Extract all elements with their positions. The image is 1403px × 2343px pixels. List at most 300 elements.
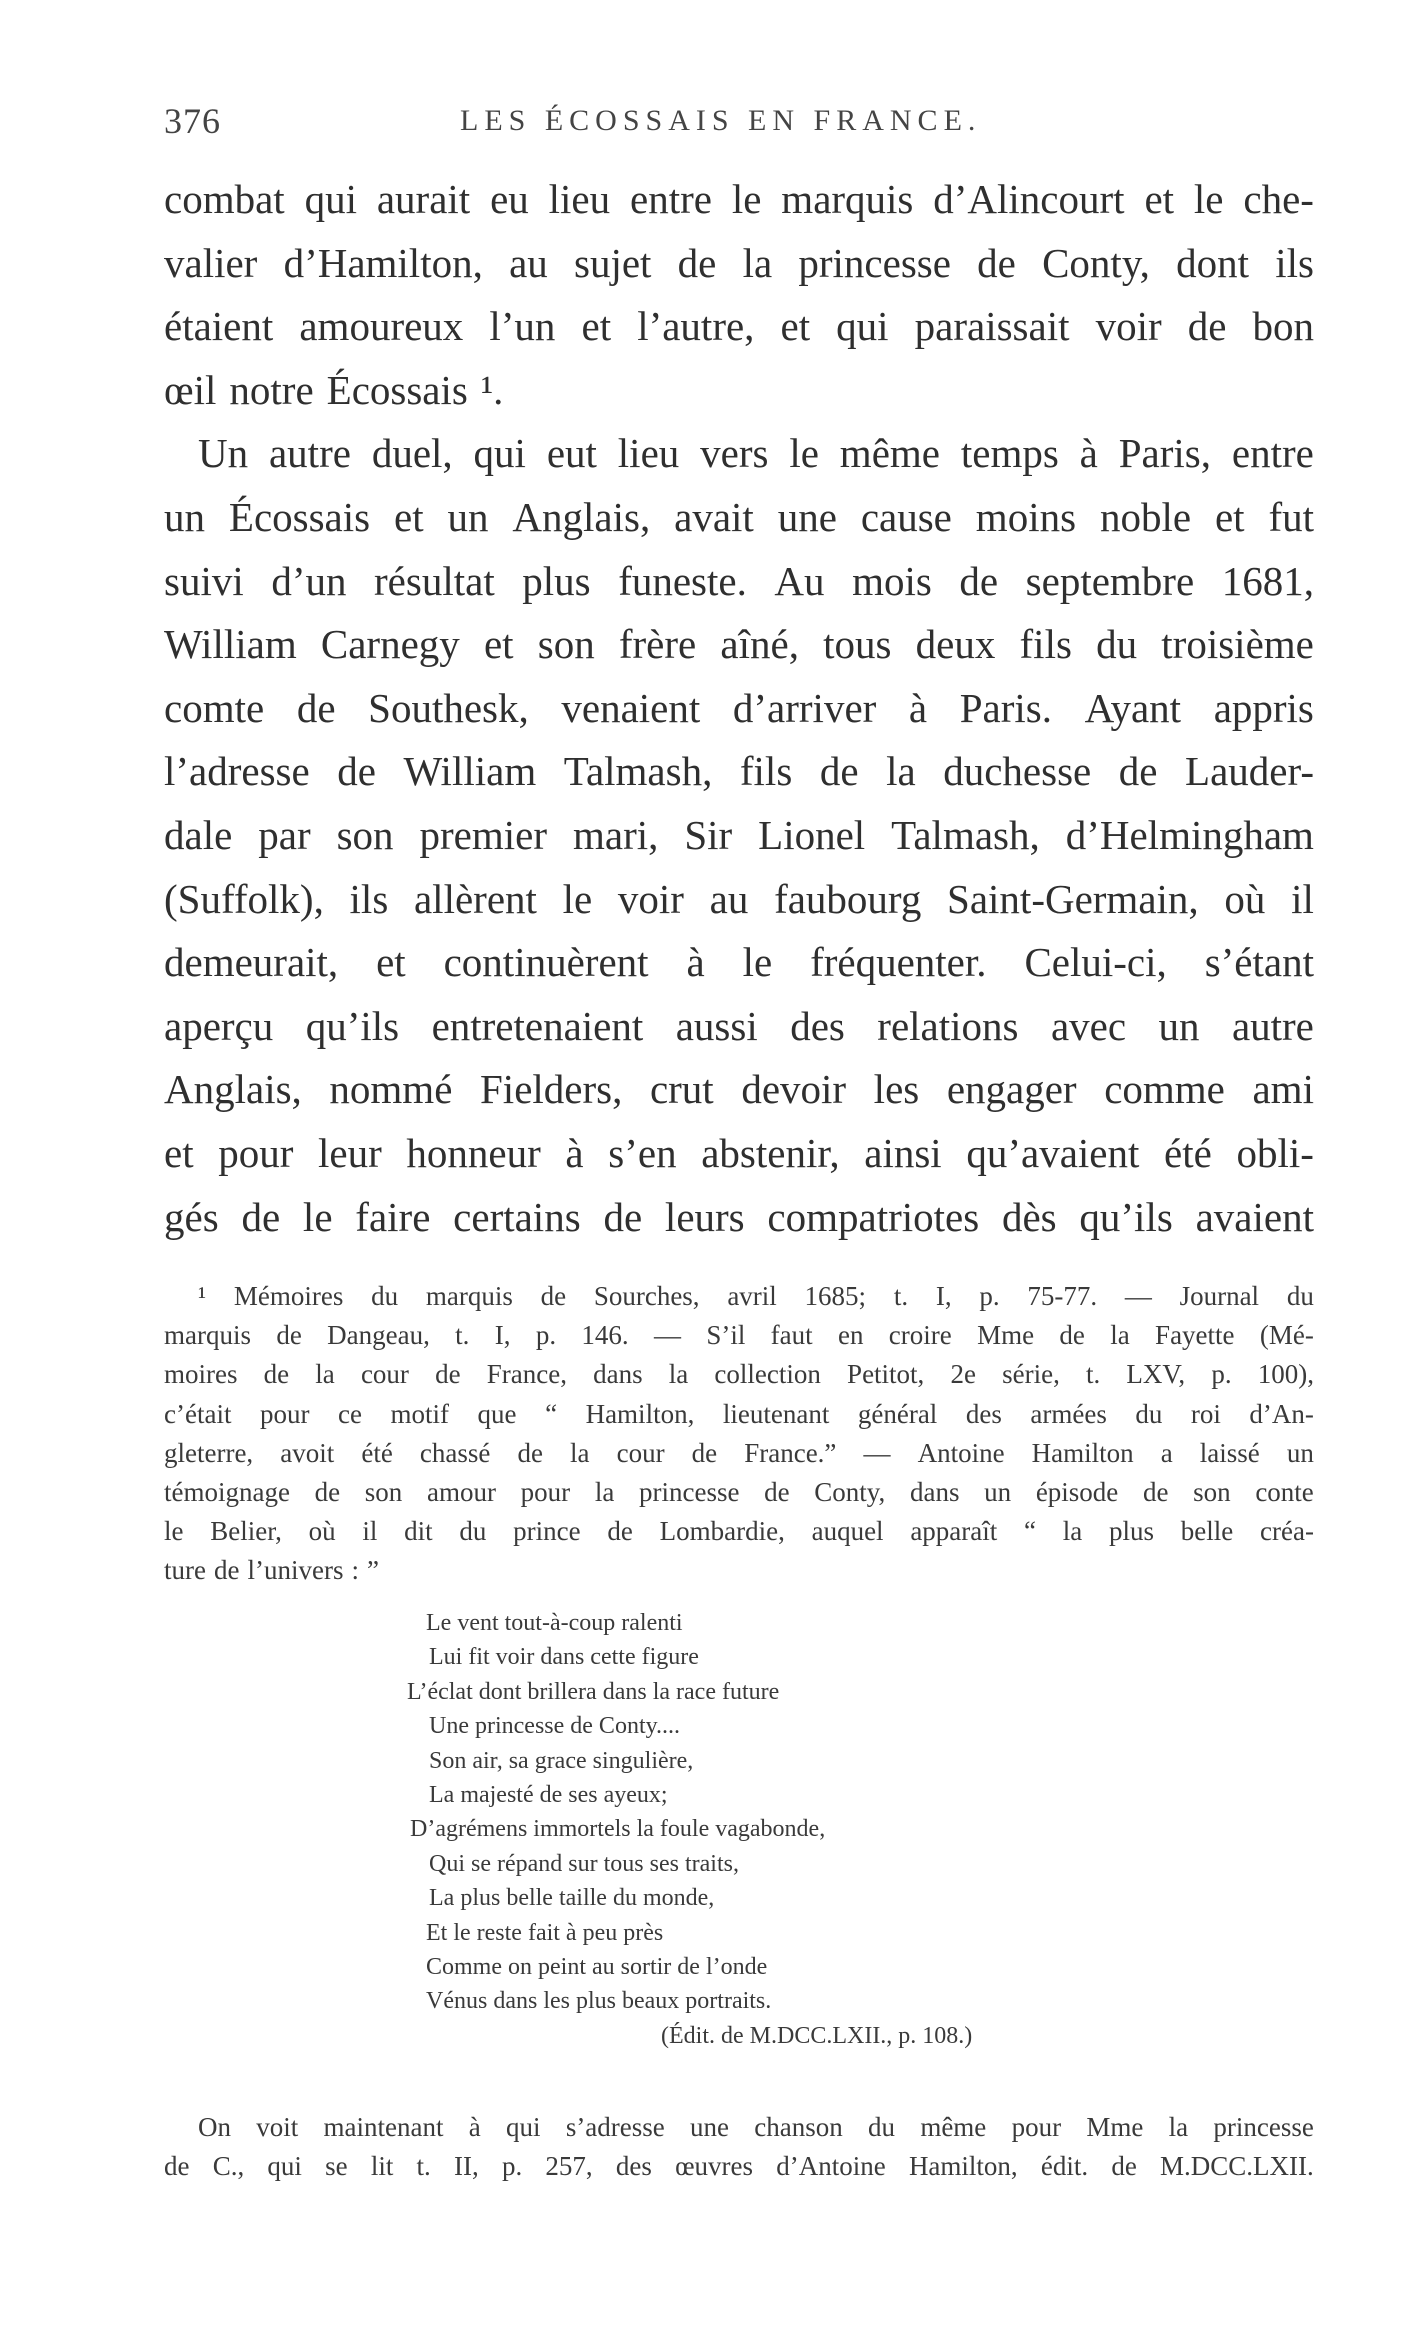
word: William	[164, 621, 297, 668]
word: fréquenter.	[810, 939, 987, 986]
word: lit	[370, 2151, 394, 2182]
word: et	[1144, 176, 1175, 222]
word: qui	[836, 303, 889, 350]
word: aîné,	[720, 621, 799, 668]
word: tous	[823, 621, 892, 668]
word: valier	[164, 239, 258, 286]
word: roi	[1190, 1398, 1221, 1429]
word: Un	[198, 430, 249, 477]
word: duchesse	[943, 748, 1092, 795]
word: p.	[501, 2151, 523, 2182]
word: p.	[1211, 1359, 1232, 1390]
word: plus	[522, 557, 591, 604]
word: du	[371, 1281, 399, 1311]
word: même	[920, 2112, 987, 2142]
word: maintenant	[323, 2112, 444, 2142]
word: moins	[975, 493, 1077, 540]
word: la	[668, 1359, 689, 1390]
word: de	[517, 1437, 543, 1468]
word: 146.	[581, 1320, 629, 1351]
footnote-line	[164, 1395, 1314, 1434]
word: amoureux	[299, 303, 464, 350]
word: de	[691, 1437, 718, 1468]
word: ce	[338, 1398, 362, 1429]
word: la	[886, 748, 916, 795]
word: Paris,	[1118, 430, 1211, 477]
word: pour	[520, 1476, 571, 1507]
word: sujet	[573, 239, 652, 286]
word: autre	[268, 430, 351, 477]
word: certains	[453, 1193, 581, 1240]
word: été	[361, 1437, 393, 1468]
word: armées	[1030, 1398, 1107, 1429]
word: “	[545, 1398, 558, 1429]
word: ”	[366, 1555, 379, 1586]
word: motif	[390, 1398, 450, 1429]
word: belle	[1180, 1516, 1234, 1547]
word: France,	[486, 1359, 567, 1390]
word: à	[468, 2112, 481, 2142]
word: continuèrent	[443, 939, 649, 986]
word: s’adresse	[565, 2112, 665, 2142]
word: princesse	[1213, 2112, 1314, 2142]
word: la	[1110, 1320, 1130, 1351]
word: et	[483, 621, 514, 668]
word: s’en	[608, 1129, 677, 1176]
poem-line: Son air, sa grace singulière,	[429, 1747, 694, 1774]
word: funeste.	[618, 557, 747, 604]
word: de	[435, 1359, 461, 1390]
word: d’Alincourt	[933, 176, 1125, 222]
word: et	[1214, 493, 1245, 540]
word: été	[1164, 1129, 1212, 1176]
word: t.	[416, 2151, 431, 2182]
word: pour	[259, 1398, 310, 1429]
word: venaient	[561, 684, 701, 731]
word: l’autre,	[637, 303, 755, 350]
word: bon	[1252, 303, 1314, 350]
word: à	[1079, 430, 1098, 477]
word: Celui-ci,	[1024, 939, 1167, 986]
word: Conty,	[1042, 239, 1150, 286]
poem-line: D’agrémens immortels la foule vagabonde,	[410, 1816, 826, 1843]
word: 75-77.	[1027, 1281, 1098, 1311]
word: de	[1111, 2151, 1137, 2182]
word: obli-	[1236, 1129, 1314, 1176]
word: ture	[164, 1555, 206, 1586]
word: “	[1024, 1516, 1037, 1547]
word: t.	[455, 1320, 470, 1351]
word: marquis	[781, 176, 914, 222]
word: des	[790, 1002, 845, 1049]
word: deux	[915, 621, 996, 668]
word: de	[764, 1476, 790, 1507]
word: comme	[1104, 1066, 1225, 1113]
word: du	[868, 2112, 896, 2142]
word: Dangeau,	[327, 1320, 430, 1351]
word: aurait	[376, 176, 471, 222]
word: se	[325, 2151, 348, 2182]
word: gés	[164, 1193, 219, 1240]
word: son	[537, 621, 595, 668]
word: qui	[473, 430, 526, 477]
word: mois	[852, 557, 932, 604]
word: un	[984, 1476, 1012, 1507]
footnote-continuation	[164, 2108, 1314, 2186]
word: Ayant	[1084, 684, 1182, 731]
word: honneur	[406, 1129, 541, 1176]
word: engager	[946, 1066, 1077, 1113]
word: une	[690, 2112, 730, 2142]
word: Écossais	[326, 366, 468, 413]
word: —	[654, 1320, 681, 1351]
word: la	[570, 1437, 590, 1468]
word: de	[276, 1320, 302, 1351]
text-line	[164, 422, 1314, 486]
word: c’était	[164, 1398, 232, 1429]
page-header	[0, 100, 1403, 160]
word: l’univers	[247, 1555, 344, 1586]
word: lieutenant	[722, 1398, 830, 1429]
word: témoignage	[164, 1476, 290, 1507]
word: appris	[1213, 684, 1314, 731]
word: compatriotes	[767, 1193, 980, 1240]
word: voir	[617, 875, 684, 922]
word: étaient	[164, 303, 274, 350]
word: M.DCC.LXII.	[1160, 2151, 1314, 2182]
word: entre	[630, 176, 712, 222]
text-line	[164, 931, 1314, 995]
word: I,	[935, 1281, 952, 1311]
main-text	[164, 168, 1314, 1249]
text-line	[164, 295, 1314, 359]
footnote-line	[164, 2147, 1314, 2186]
word: 2e	[950, 1359, 976, 1390]
word: Au	[774, 557, 825, 604]
word: Hamilton,	[585, 1398, 695, 1429]
word: un	[1158, 1002, 1200, 1049]
word: Petitot,	[847, 1359, 925, 1390]
word: du	[1135, 1398, 1163, 1429]
word: voit	[256, 2112, 299, 2142]
word: où	[308, 1516, 336, 1547]
word: qu’ils	[305, 1002, 400, 1049]
word: duel,	[371, 430, 453, 477]
word: l’adresse	[164, 748, 310, 795]
word: Conty,	[814, 1476, 886, 1507]
word: que	[477, 1398, 517, 1429]
word: Mme	[1086, 2112, 1144, 2142]
footnote-line	[164, 2108, 1314, 2147]
poem-line: Comme on peint au sortir de l’onde	[426, 1953, 768, 1980]
word: la	[1062, 1516, 1083, 1547]
word: laissé	[1199, 1437, 1260, 1468]
text-line	[164, 740, 1314, 804]
word: conte	[1255, 1476, 1314, 1507]
word: s’étant	[1204, 939, 1314, 986]
word: le	[731, 176, 762, 222]
word: le	[302, 1193, 333, 1240]
word: noble	[1099, 493, 1192, 540]
word: notre	[229, 366, 314, 413]
word: crut	[649, 1066, 714, 1113]
word: Mme	[977, 1320, 1035, 1351]
word: ils	[1275, 239, 1314, 286]
word: leur	[318, 1129, 382, 1176]
word: de	[677, 239, 717, 286]
word: plus	[1109, 1516, 1155, 1547]
word: de	[164, 2151, 190, 2182]
word: de	[603, 1193, 643, 1240]
word: un	[164, 493, 205, 540]
word: de	[540, 1281, 567, 1311]
word: la	[742, 239, 773, 286]
word: de	[1059, 1320, 1085, 1351]
word: de	[977, 239, 1016, 286]
word: Journal	[1179, 1281, 1260, 1311]
word: les	[873, 1066, 920, 1113]
word: il	[362, 1516, 378, 1547]
word: Carnegy	[320, 621, 460, 668]
word: dont	[1176, 239, 1250, 286]
text-line	[164, 168, 1314, 232]
word: et	[376, 939, 406, 986]
word: chassé	[419, 1437, 491, 1468]
word: dans	[593, 1359, 643, 1390]
word: d’Helmingham	[1065, 811, 1314, 858]
text-line	[164, 804, 1314, 868]
word: de	[1118, 748, 1158, 795]
footnote	[164, 1277, 1314, 1591]
word: avait	[674, 493, 754, 540]
word: de	[314, 1476, 341, 1507]
word: de	[1187, 303, 1227, 350]
word: p.	[979, 1281, 1000, 1311]
word: II,	[454, 2151, 479, 2182]
word: il	[1291, 875, 1314, 922]
word: à	[686, 939, 705, 986]
word: 257,	[545, 2151, 593, 2182]
word: qui	[304, 176, 357, 222]
word: Hamilton	[1031, 1437, 1134, 1468]
word: où	[1224, 875, 1266, 922]
text-line	[164, 995, 1314, 1059]
word: en	[837, 1320, 864, 1351]
word: l’un	[489, 303, 556, 350]
text-line	[164, 1186, 1314, 1250]
word: dit	[404, 1516, 433, 1547]
word: de	[241, 1193, 281, 1240]
word: qui	[506, 2112, 541, 2142]
footnote-line	[164, 1551, 1314, 1590]
word: Antoine	[917, 1437, 1005, 1468]
poem-citation: (Édit. de M.DCC.LXII., p. 108.)	[661, 2022, 973, 2049]
word: allèrent	[413, 875, 537, 922]
word: le	[789, 430, 819, 477]
word: suivi	[164, 557, 244, 604]
word: entretenaient	[431, 1002, 644, 1049]
word: par	[258, 811, 311, 858]
word: —	[863, 1437, 891, 1468]
word: de	[819, 748, 859, 795]
word: C.,	[212, 2151, 245, 2182]
word: créa-	[1260, 1516, 1314, 1547]
word: collection	[714, 1359, 821, 1390]
word: fut	[1268, 493, 1314, 540]
page-number: 376	[164, 101, 221, 141]
text-line	[164, 613, 1314, 677]
running-title: LES ÉCOSSAIS EN FRANCE.	[460, 104, 982, 137]
word: Mémoires	[233, 1281, 344, 1311]
word: moires	[164, 1359, 238, 1390]
text-line	[164, 868, 1314, 932]
word: et	[581, 303, 612, 350]
word: On	[198, 2112, 231, 2142]
word: la	[1168, 2112, 1189, 2142]
word: Hamilton,	[908, 2151, 1018, 2182]
word: LXV,	[1126, 1359, 1186, 1390]
word: Fayette	[1155, 1320, 1235, 1351]
footnote-line	[164, 1355, 1314, 1394]
word: avec	[1050, 1002, 1127, 1049]
word: le	[164, 1516, 184, 1547]
word: à	[565, 1129, 584, 1176]
word: fils	[739, 748, 793, 795]
word: temps	[960, 430, 1059, 477]
word: S’il	[706, 1320, 746, 1351]
text-line	[164, 359, 1314, 423]
word: apparaît	[910, 1516, 998, 1547]
word: relations	[877, 1002, 1019, 1049]
word: amour	[426, 1476, 496, 1507]
word: avoit	[280, 1437, 335, 1468]
word: I,	[494, 1320, 511, 1351]
word: entre	[1231, 430, 1314, 477]
word: princesse	[638, 1476, 740, 1507]
word: le	[1193, 176, 1224, 222]
word: cause	[860, 493, 952, 540]
word: aussi	[675, 1002, 758, 1049]
word: p.	[535, 1320, 557, 1351]
word: le	[742, 939, 773, 986]
word: Southesk,	[368, 684, 529, 731]
word: et	[164, 1129, 194, 1176]
word: 1681,	[1221, 557, 1314, 604]
word: Belier,	[210, 1516, 282, 1547]
word: (Suffolk),	[164, 875, 324, 922]
text-line	[164, 550, 1314, 614]
word: gleterre,	[164, 1437, 254, 1468]
word: qui	[267, 2151, 302, 2182]
word: princesse	[798, 239, 951, 286]
word: d’An-	[1249, 1398, 1314, 1429]
word: Talmash,	[563, 748, 713, 795]
word: premier	[419, 811, 548, 858]
word: une	[777, 493, 837, 540]
word: Lombardie,	[659, 1516, 785, 1547]
word: eu	[490, 176, 529, 222]
word: et	[780, 303, 811, 350]
word: Saint-Germain,	[947, 875, 1199, 922]
word: autre	[1231, 1002, 1314, 1049]
word: France.”	[744, 1437, 837, 1468]
word: résultat	[374, 557, 495, 604]
word: Anglais,	[512, 493, 651, 540]
word: ainsi	[864, 1129, 942, 1176]
word: Paris.	[959, 684, 1052, 731]
poem-line: Une princesse de Conty....	[429, 1713, 681, 1740]
poem-line: Le vent tout-à-coup ralenti	[426, 1610, 683, 1636]
word: cour	[616, 1437, 665, 1468]
word: des	[965, 1398, 1002, 1429]
word: prince	[513, 1516, 581, 1547]
text-line	[164, 232, 1314, 296]
word: Lauder-	[1185, 748, 1314, 795]
word: même	[839, 430, 940, 477]
word: faire	[355, 1193, 431, 1240]
poem-line: Qui se répand sur tous ses traits,	[429, 1850, 739, 1877]
word: du	[459, 1516, 487, 1547]
poem-line: Et le reste fait à peu près	[426, 1919, 664, 1946]
word: avril	[727, 1281, 777, 1311]
word: nommé	[329, 1066, 453, 1113]
word: marquis	[425, 1281, 513, 1311]
word: d’un	[271, 557, 347, 604]
word: son	[364, 1476, 403, 1507]
word: du	[1286, 1281, 1314, 1311]
word: édit.	[1040, 2151, 1089, 2182]
word: du	[1096, 621, 1138, 668]
word: ils	[349, 875, 389, 922]
poem-quotation	[0, 1606, 1403, 2053]
word: faut	[770, 1320, 813, 1351]
word: Fielders,	[480, 1066, 623, 1113]
word: la	[594, 1476, 615, 1507]
word: œuvres	[675, 2151, 754, 2182]
word: marquis	[164, 1320, 251, 1351]
word: septembre	[1025, 557, 1195, 604]
poem-line: Vénus dans les plus beaux portraits.	[426, 1988, 772, 2015]
word: épisode	[1035, 1476, 1119, 1507]
footnote-line	[164, 1473, 1314, 1512]
word: 100),	[1257, 1359, 1314, 1390]
word: de	[337, 748, 376, 795]
word: Sir	[684, 811, 733, 858]
word: la	[315, 1359, 335, 1390]
word: qu’ils	[1079, 1193, 1173, 1240]
word: qu’avaient	[966, 1129, 1140, 1176]
word: William	[403, 748, 537, 795]
word: troisième	[1161, 621, 1314, 668]
text-line	[164, 486, 1314, 550]
word: série,	[1002, 1359, 1060, 1390]
word: faubourg	[774, 875, 922, 922]
poem-line: Lui fit voir dans cette figure	[429, 1644, 699, 1671]
word: général	[857, 1398, 938, 1429]
word: vers	[700, 430, 769, 477]
word: abstenir,	[701, 1129, 840, 1176]
word: che-	[1243, 176, 1314, 222]
word: de	[213, 1555, 240, 1586]
text-line	[164, 677, 1314, 741]
word: des	[615, 2151, 652, 2182]
word: un	[447, 493, 489, 540]
word: frère	[618, 621, 697, 668]
text-line	[164, 1122, 1314, 1186]
word: chanson	[754, 2112, 843, 2142]
footnote-line	[164, 1316, 1314, 1355]
word: comte	[164, 684, 265, 731]
